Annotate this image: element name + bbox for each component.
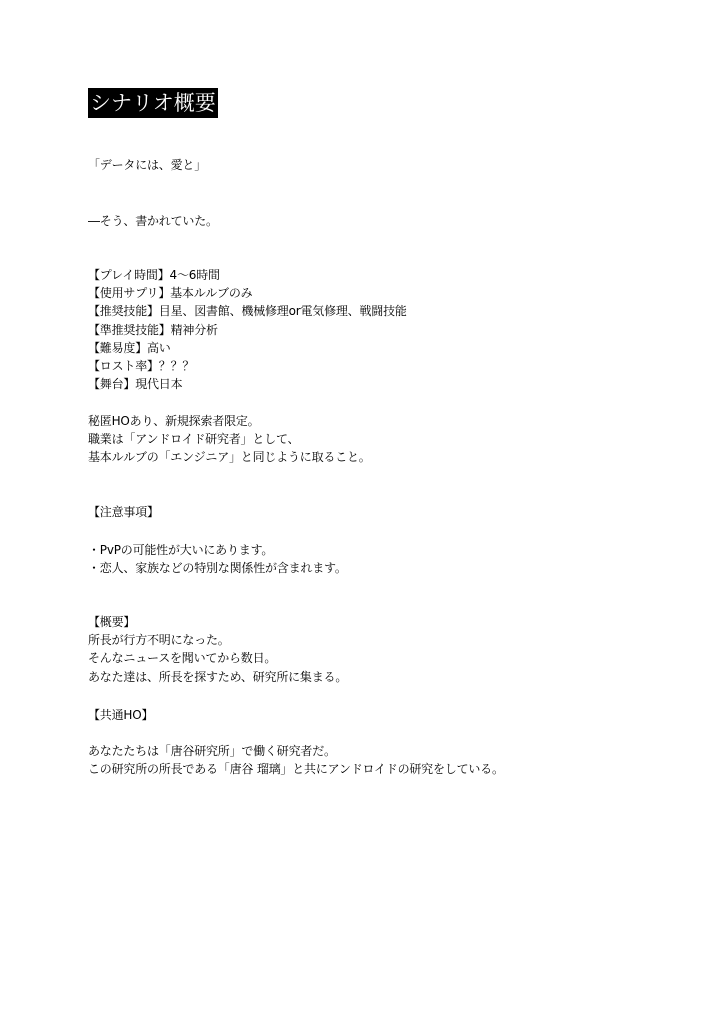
intro-quote-line: 「データには、愛と」 <box>88 158 207 172</box>
ho-note-line: 秘匿HOあり、新規探索者限定。 <box>88 414 260 428</box>
info-lost-rate: 【ロスト率】？？？ <box>88 358 195 373</box>
caution-item: ・恋人、家族などの特別な関係性が含まれます。 <box>88 561 347 576</box>
common-ho-line: この研究所の所長である「唐谷 瑠璃」と共にアンドロイドの研究をしている。 <box>88 762 504 777</box>
common-ho-heading-block <box>88 706 153 724</box>
caution-item: ・PvPの可能性が大いにあります。 <box>88 543 274 557</box>
info-supplement: 【使用サプリ】基本ルルブのみ <box>88 286 253 301</box>
caution-heading: 【注意事項】 <box>88 505 159 519</box>
caution-heading-block <box>88 503 159 521</box>
info-semi-recommended-skills: 【準推奨技能】精神分析 <box>88 322 218 337</box>
common-ho-heading: 【共通HO】 <box>88 708 154 722</box>
info-setting: 【舞台】現代日本 <box>88 377 183 392</box>
ho-notes <box>88 412 371 467</box>
scenario-info-list <box>88 266 407 393</box>
page-title: シナリオ概要 <box>88 88 218 118</box>
intro-continuation <box>88 212 218 230</box>
overview-heading: 【概要】 <box>88 615 136 629</box>
intro-quote <box>88 156 206 174</box>
overview-line: あなた達は、所長を探すため、研究所に集まる。 <box>88 669 348 684</box>
caution-list <box>88 541 347 577</box>
overview-section <box>88 613 347 686</box>
info-difficulty: 【難易度】高い <box>88 340 171 355</box>
info-play-time: 【プレイ時間】4～6時間 <box>88 268 220 282</box>
overview-line: 所長が行方不明になった。 <box>88 633 230 648</box>
ho-note-line: 基本ルルブの「エンジニア」と同じように取ること。 <box>88 450 371 465</box>
info-recommended-skills: 【推奨技能】目星、図書館、機械修理or電気修理、戦闘技能 <box>88 304 407 319</box>
common-ho-body <box>88 742 504 778</box>
ho-note-line: 職業は「アンドロイド研究者」として、 <box>88 432 300 447</box>
intro-continuation-line: ―そう、書かれていた。 <box>88 214 218 228</box>
common-ho-line: あなたたちは「唐谷研究所」で働く研究者だ。 <box>88 744 336 758</box>
overview-line: そんなニュースを聞いてから数日。 <box>88 651 277 666</box>
